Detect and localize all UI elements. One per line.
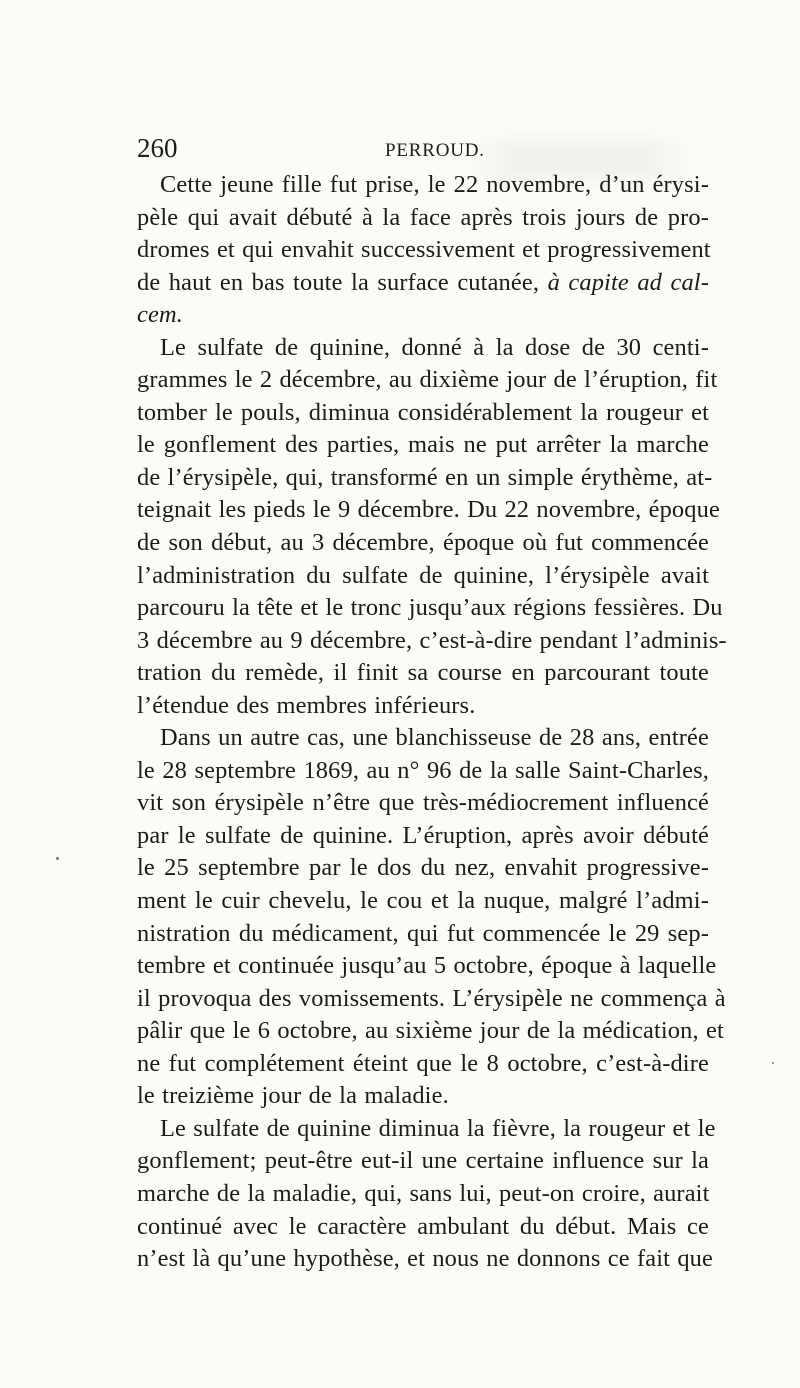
- text-line: nistration du médicament, qui fut commencée le 29 sep-: [137, 919, 709, 947]
- text-line: tration du remède, il finit sa course en parcourant toute: [137, 659, 709, 687]
- text-line: le treizième jour de la maladie.: [137, 1082, 449, 1110]
- text-line: pèle qui avait débuté à la face après trois jours de pro-: [137, 203, 709, 231]
- text-line: Dans un autre cas, une blanchisseuse de 28 ans, entrée: [160, 724, 709, 752]
- text-line: l’étendue des membres inférieurs.: [137, 691, 476, 719]
- text-line-with-italic: [137, 267, 709, 300]
- page-number: 260: [137, 133, 178, 163]
- paper-speck: [56, 857, 59, 860]
- italic-latin-end: cem.: [137, 301, 183, 329]
- running-head: PERROUD.: [385, 140, 485, 161]
- text-line: marche de la maladie, qui, sans lui, peut-on croire, aurait: [137, 1179, 710, 1207]
- text-line: teignait les pieds le 9 décembre. Du 22 novembre, époque: [137, 496, 720, 524]
- text-line: tomber le pouls, diminua considérablement la rougeur et: [137, 398, 709, 426]
- text-line: [137, 299, 709, 332]
- text-line: de son début, au 3 décembre, époque où fut commencée: [137, 529, 709, 557]
- text-line: ne fut complétement éteint que le 8 octobre, c’est-à-dire: [137, 1049, 709, 1077]
- text-line: de l’érysipèle, qui, transformé en un simple érythème, at-: [137, 463, 713, 491]
- text-line: tembre et continuée jusqu’au 5 octobre, époque à laquelle: [137, 952, 717, 980]
- text-line: l’administration du sulfate de quinine, l’érysipèle avait: [137, 561, 709, 589]
- text-line: 3 décembre au 9 décembre, c’est-à-dire pendant l’adminis-: [137, 626, 727, 654]
- text-line: dromes et qui envahit successivement et progressivement: [137, 236, 711, 264]
- text-line: le 28 septembre 1869, au n° 96 de la salle Saint-Charles,: [137, 756, 709, 784]
- text-line: par le sulfate de quinine. L’éruption, après avoir débuté: [137, 821, 709, 849]
- text-line: Le sulfate de quinine diminua la fièvre, la rougeur et le: [160, 1114, 716, 1142]
- text-line: n’est là qu’une hypothèse, et nous ne donnons ce fait que: [137, 1245, 713, 1273]
- body-text: [137, 169, 727, 1276]
- text-line: continué avec le caractère ambulant du début. Mais ce: [137, 1212, 709, 1240]
- text-line: parcouru la tête et le tronc jusqu’aux régions fessières. Du: [137, 594, 723, 622]
- text-line: gonflement; peut-être eut-il une certaine influence sur la: [137, 1147, 709, 1175]
- text-line: grammes le 2 décembre, au dixième jour de l’éruption, fit: [137, 366, 718, 394]
- text-line: il provoqua des vomissements. L’érysipèle ne commença à: [137, 984, 726, 1012]
- text-line: vit son érysipèle n’être que très-médiocrement influencé: [137, 789, 709, 817]
- text-line-prefix: de haut en bas toute la surface cutanée,: [137, 268, 548, 296]
- text-line: le 25 septembre par le dos du nez, envahit progressive-: [137, 854, 709, 882]
- paper-speck: [772, 1062, 774, 1064]
- text-line: ment le cuir chevelu, le cou et la nuque, malgré l’admi-: [137, 887, 709, 915]
- text-line: pâlir que le 6 octobre, au sixième jour de la médication, et: [137, 1017, 724, 1045]
- italic-latin-phrase: à capite ad cal-: [547, 268, 710, 296]
- page-header: [137, 133, 717, 167]
- text-line: Cette jeune fille fut prise, le 22 novembre, d’un érysi-: [160, 171, 709, 198]
- text-line: le gonflement des parties, mais ne put arrêter la marche: [137, 431, 709, 459]
- text-line: Le sulfate de quinine, donné à la dose de 30 centi-: [160, 333, 709, 361]
